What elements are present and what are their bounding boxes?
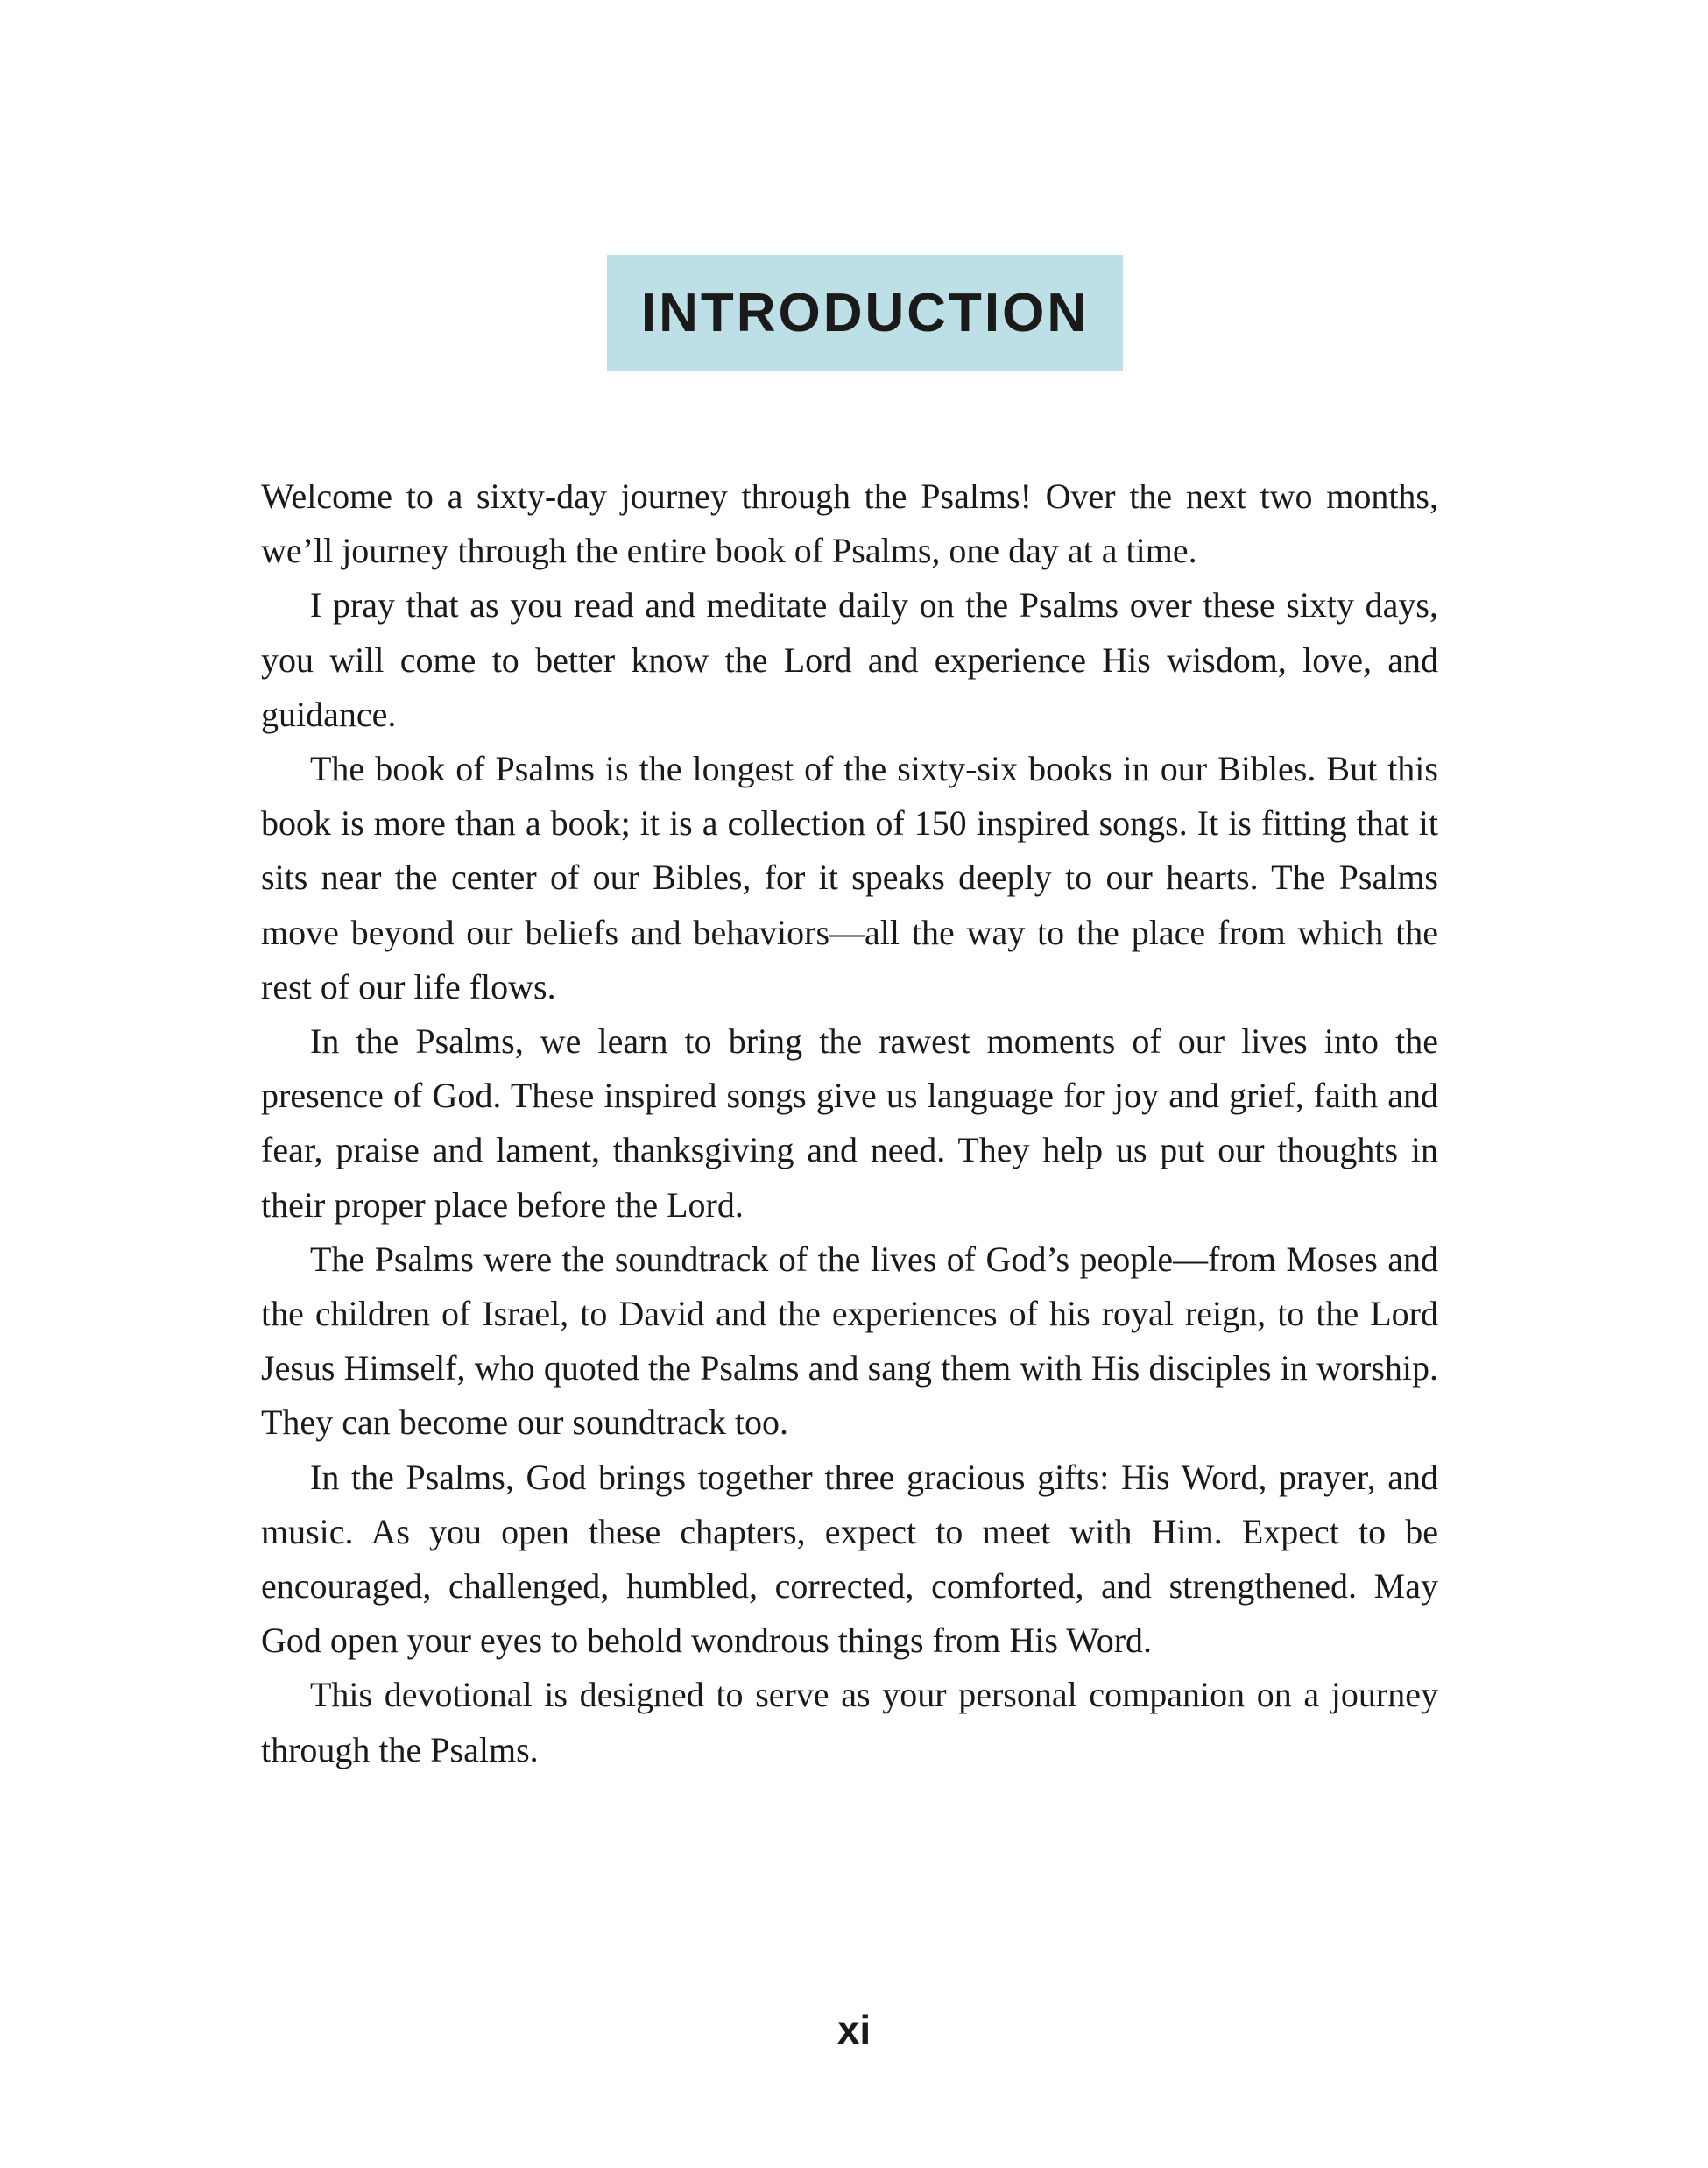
page-number: xi [836,2007,872,2052]
paragraph: The book of Psalms is the longest of the sixty-six books in our Bibles. But this book is more than a book; it is a collection of 150 inspired songs. It is fitting that it sits near the center of our Bibles, for it speaks deeply to our hearts. The Psalms move beyond our beliefs and behaviors—all the way to the place from which the rest of our life flows. [261,749,1438,1006]
paragraph: The Psalms were the soundtrack of the lives of God’s people—from Moses and the children of Israel, to David and the experiences of his royal reign, to the Lord Jesus Himself, who quoted the Psalms and sang them with His disciples in worship. They can become our soundtrack too. [261,1239,1438,1443]
paragraph: Welcome to a sixty-day journey through the Psalms! Over the next two months, we’ll journey through the entire book of Psalms, one day at a time. [261,477,1438,571]
body-text [261,470,1438,1777]
paragraph: I pray that as you read and meditate daily on the Psalms over these sixty days, you will come to better know the Lord and experience His wisdom, love, and guidance. [261,585,1438,734]
paragraph: In the Psalms, we learn to bring the rawest moments of our lives into the presence of God. These inspired songs give us language for joy and grief, faith and fear, praise and lament, thanksgiving and need. They help us put our thoughts in their proper place before the Lord. [261,1021,1438,1225]
chapter-heading: INTRODUCTION [640,282,1090,343]
paragraph: In the Psalms, God brings together three gracious gifts: His Word, prayer, and music. As you open these chapters, expect to meet with Him. Expect to be encouraged, challenged, humbled, corrected, comforted, and strengthened. May God open your eyes to behold wondrous things from His Word. [261,1457,1438,1661]
chapter-heading-box [607,255,1123,371]
paragraph: This devotional is designed to serve as your personal companion on a journey through the Psalms. [261,1675,1438,1769]
